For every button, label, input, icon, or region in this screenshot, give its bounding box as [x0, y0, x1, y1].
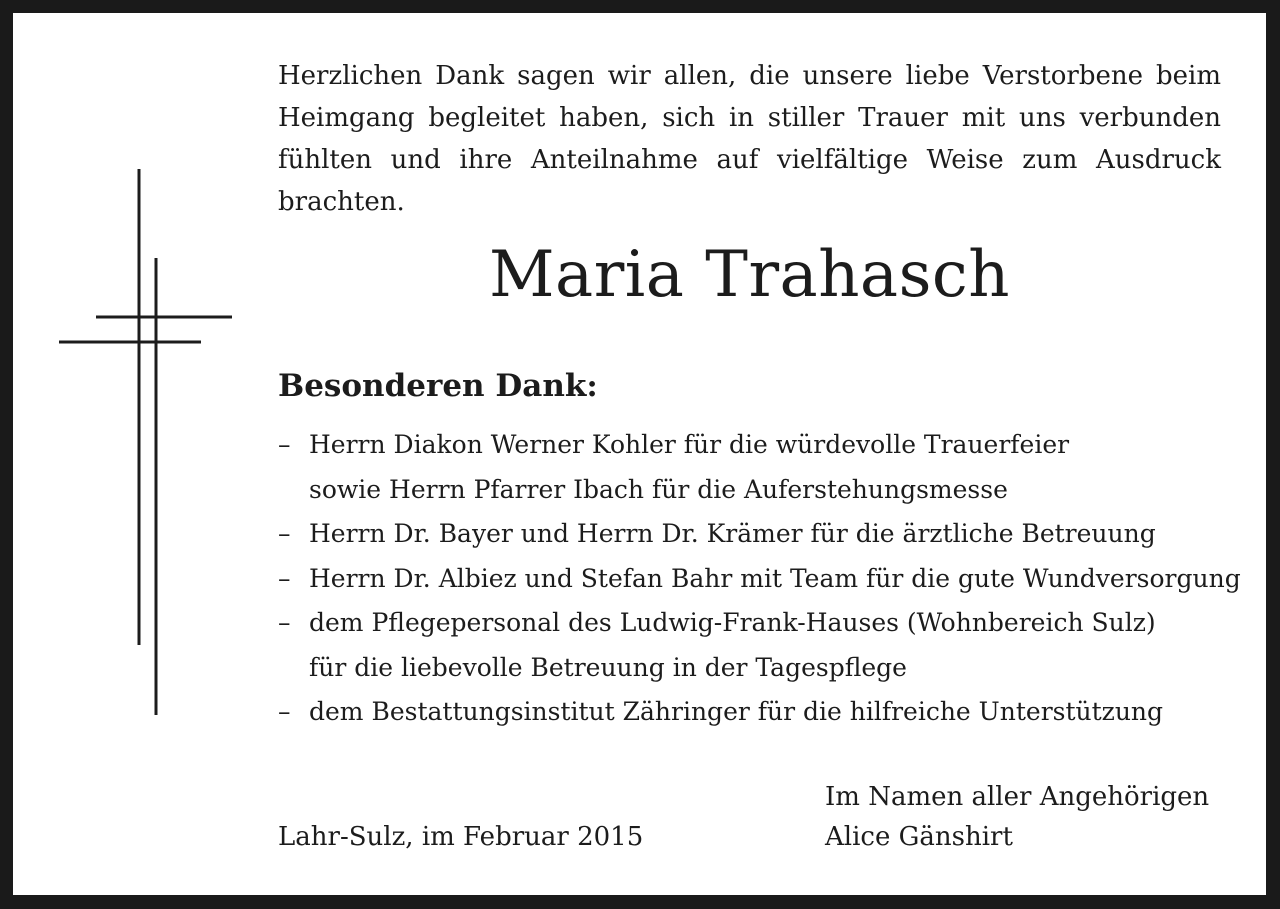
list-dash: – — [278, 608, 291, 637]
list-item-line: für die liebevolle Betreuung in der Tagespflege — [309, 652, 907, 682]
obituary-card — [13, 13, 1266, 895]
signature-name: Alice Gänshirt — [825, 822, 1013, 852]
signature-block — [825, 777, 1209, 857]
list-item-line: Herrn Dr. Bayer und Herrn Dr. Krämer für die ärztliche Betreuung — [309, 519, 1156, 548]
list-dash: – — [278, 563, 291, 593]
signature-line: Im Namen aller Angehörigen — [825, 782, 1210, 812]
list-item — [278, 512, 1238, 557]
list-dash: – — [278, 519, 291, 548]
list-dash: – — [278, 697, 291, 726]
list-item-line: dem Bestattungsinstitut Zähringer für die hilfreiche Unterstützung — [309, 697, 1164, 726]
list-item — [278, 601, 1238, 690]
thanks-list — [278, 423, 1241, 735]
list-item-line: sowie Herrn Pfarrer Ibach für die Auferstehungsmesse — [309, 474, 1008, 504]
list-dash: – — [278, 430, 291, 459]
deceased-name: Maria Trahasch — [489, 238, 1010, 312]
list-item — [278, 690, 1238, 735]
intro-text: Herzlichen Dank sagen wir allen, die unsere liebe Verstorbene beim Heimgang begleitet haben, sich in stiller Trauer mit uns verbunden fühlten und ihre Anteilnahme auf vielfältige Weise zum Ausdruck brachten. — [278, 61, 1221, 217]
double-cross-icon — [13, 13, 253, 733]
place-and-date: Lahr-Sulz, im Februar 2015 — [278, 822, 644, 852]
list-item — [278, 423, 1238, 512]
list-item-line: dem Pflegepersonal des Ludwig-Frank-Hauses (Wohnbereich Sulz) — [309, 608, 1156, 637]
list-item-line: Herrn Diakon Werner Kohler für die würdevolle Trauerfeier — [309, 430, 1070, 459]
list-item — [278, 557, 1241, 602]
list-item-line: Herrn Dr. Albiez und Stefan Bahr mit Team für die gute Wundversorgung — [309, 563, 1241, 593]
thanks-heading: Besonderen Dank: — [278, 368, 598, 404]
